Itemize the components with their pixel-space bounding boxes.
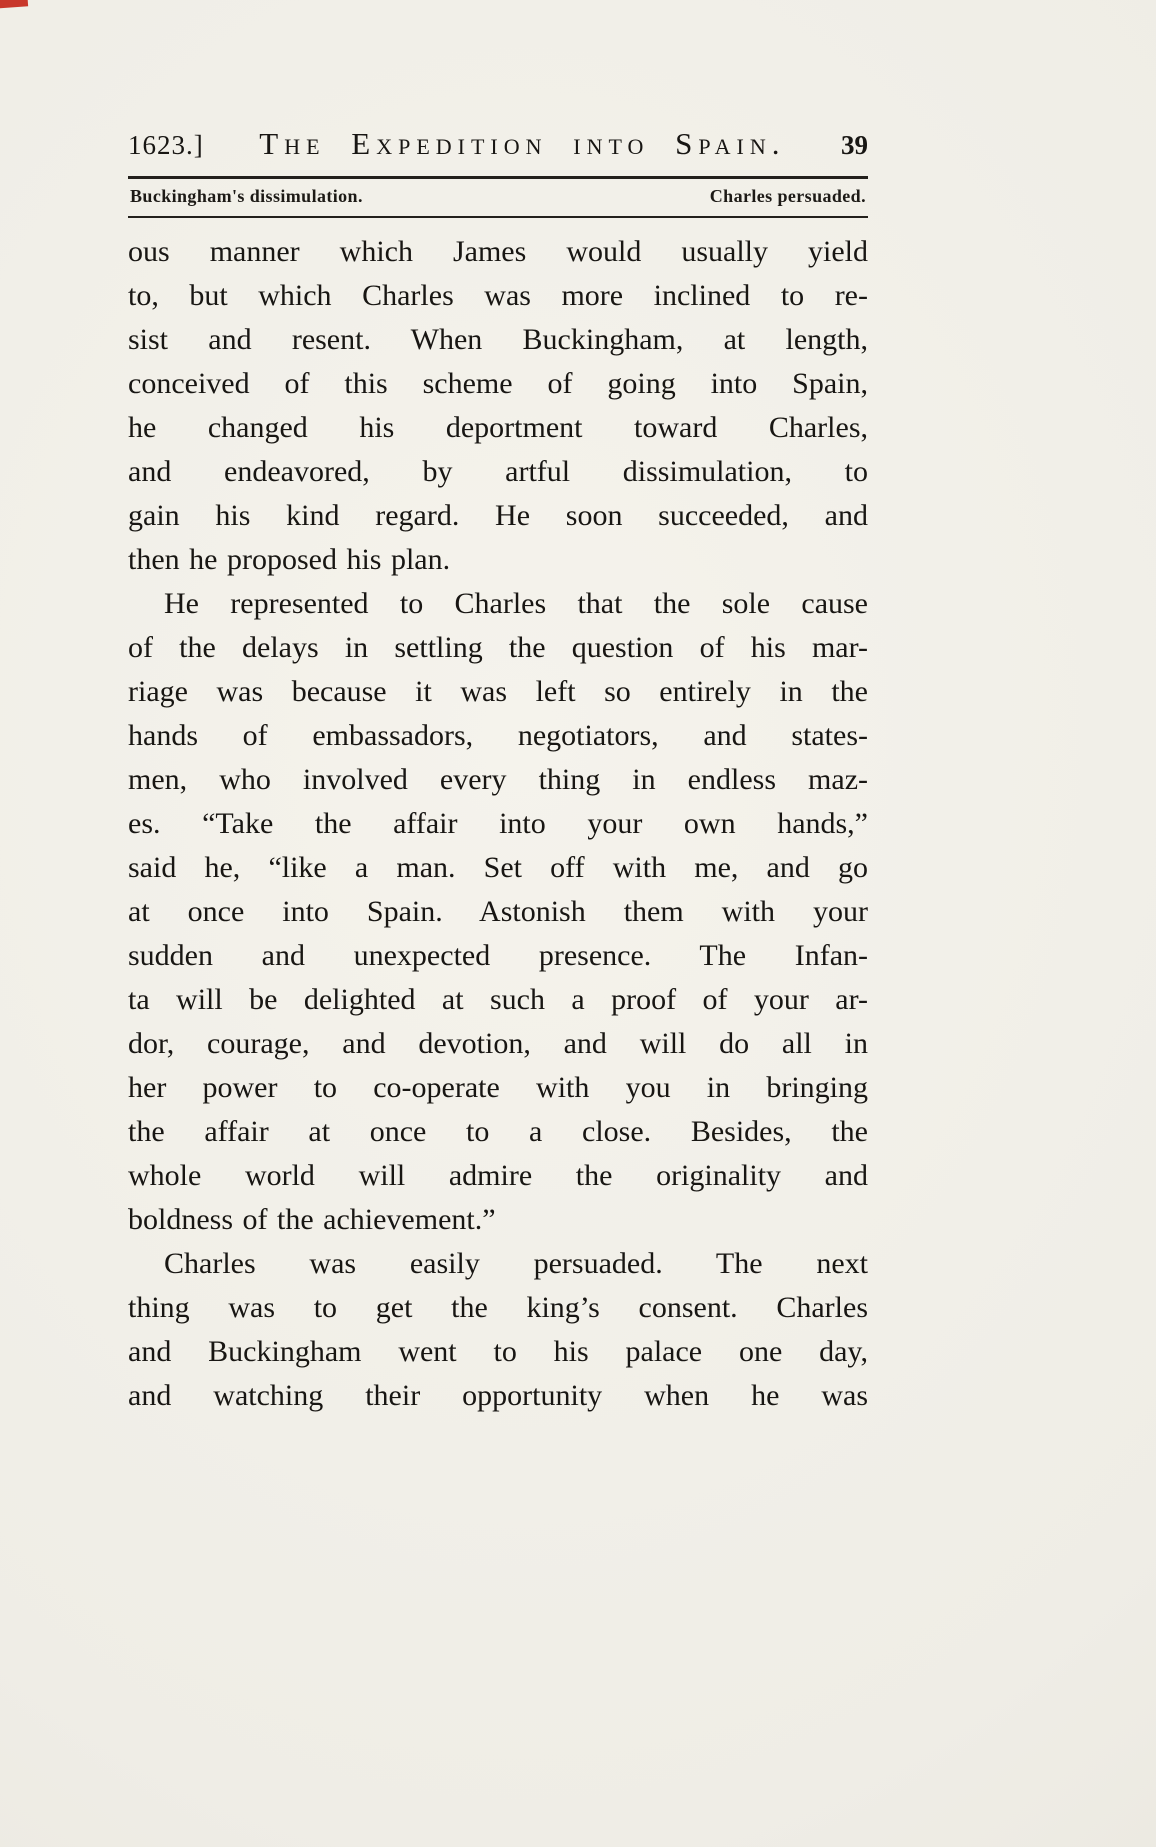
text-line: said he, “like a man. Set off with me, and go [128,851,868,884]
text-line: hands of embassadors, negotiators, and states- [128,719,868,752]
running-heads [128,179,868,216]
text-line: dor, courage, and devotion, and will do all in [128,1027,868,1060]
text-line: gain his kind regard. He soon succeeded, and [128,499,868,532]
page-header [128,126,868,162]
paragraph [128,582,868,1242]
text-block [128,126,868,1418]
text-line: He represented to Charles that the sole cause [164,587,868,620]
text-line: thing was to get the king’s consent. Charles [128,1291,868,1324]
paragraph [128,1242,868,1418]
text-line: sudden and unexpected presence. The Infan- [128,939,868,972]
text-line: then he proposed his plan. [128,543,451,576]
page-title: The Expedition into Spain. [259,126,786,161]
text-line: at once into Spain. Astonish them with your [128,895,868,928]
running-head-right: Charles persuaded. [709,186,866,206]
text-line: to, but which Charles was more inclined to re- [128,279,868,312]
page-body [128,230,868,1418]
text-line: he changed his deportment toward Charles, [128,411,868,444]
text-line: boldness of the achievement.” [128,1203,496,1236]
text-line: sist and resent. When Buckingham, at length, [128,323,868,356]
text-line: her power to co-operate with you in bringing [128,1071,868,1104]
text-line: riage was because it was left so entirely in the [128,675,868,708]
header-rule-bottom [128,216,868,218]
text-line: whole world will admire the originality and [128,1159,868,1192]
text-line: ous manner which James would usually yield [128,235,868,268]
text-line: Charles was easily persuaded. The next [164,1247,868,1280]
text-line: of the delays in settling the question of his mar- [128,631,868,664]
text-line: and Buckingham went to his palace one day, [128,1335,868,1368]
text-line: the affair at once to a close. Besides, the [128,1115,868,1148]
running-head-left: Buckingham's dissimulation. [130,186,363,206]
header-year: 1623.] [128,130,204,160]
text-line: and endeavored, by artful dissimulation, to [128,455,868,488]
page-number: 39 [841,130,868,160]
text-line: ta will be delighted at such a proof of your ar- [128,983,868,1016]
paragraph [128,230,868,582]
text-line: conceived of this scheme of going into Spain, [128,367,868,400]
text-line: and watching their opportunity when he was [128,1379,868,1412]
text-line: es. “Take the affair into your own hands,” [128,807,868,840]
text-line: men, who involved every thing in endless maz- [128,763,868,796]
scan-artifact-mark [0,0,28,9]
